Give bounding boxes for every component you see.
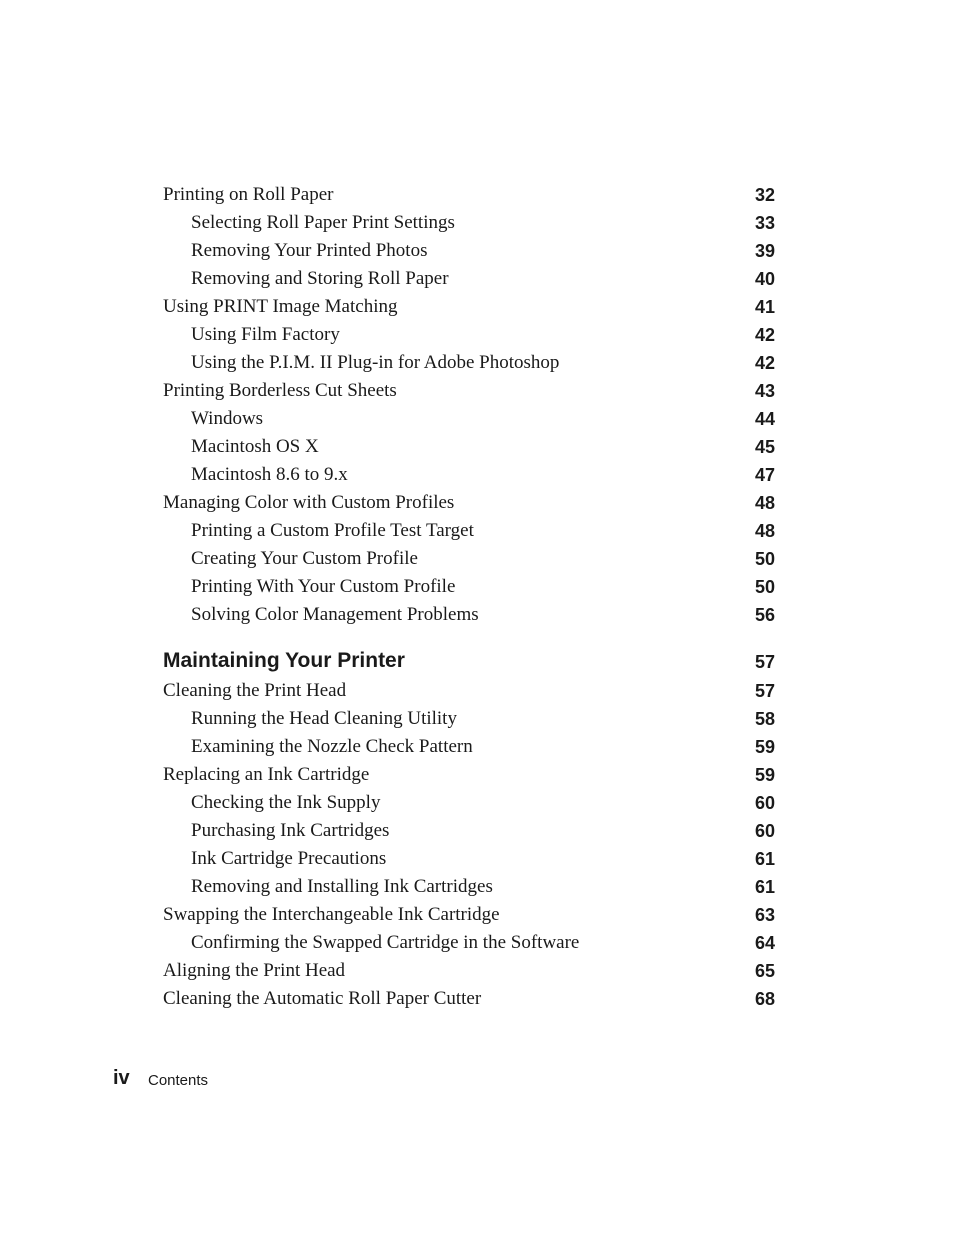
toc-entry-page: 59 bbox=[754, 737, 775, 757]
toc-subentry[interactable] bbox=[163, 707, 775, 735]
toc-entry-page: 57 bbox=[754, 681, 775, 701]
toc-entry-title: Examining the Nozzle Check Pattern bbox=[191, 736, 473, 757]
toc-entry-page: 39 bbox=[754, 241, 775, 261]
toc-subentry[interactable] bbox=[163, 547, 775, 575]
toc-entry-title: Removing and Installing Ink Cartridges bbox=[191, 876, 493, 897]
toc-entry-page: 48 bbox=[754, 521, 775, 541]
toc-entry-page: 59 bbox=[754, 765, 775, 785]
toc-chapter-heading[interactable] bbox=[163, 631, 775, 679]
toc-entry-title: Macintosh OS X bbox=[191, 436, 319, 457]
toc-subentry[interactable] bbox=[163, 351, 775, 379]
toc-entry[interactable] bbox=[163, 763, 775, 791]
toc-entry-title: Swapping the Interchangeable Ink Cartridge bbox=[163, 904, 500, 925]
toc-entry-page: 45 bbox=[754, 437, 775, 457]
toc-subentry[interactable] bbox=[163, 323, 775, 351]
toc-entry-title: Cleaning the Automatic Roll Paper Cutter bbox=[163, 988, 482, 1009]
toc-entry[interactable] bbox=[163, 295, 775, 323]
toc-entry[interactable] bbox=[163, 183, 775, 211]
table-of-contents bbox=[163, 183, 775, 1015]
toc-entry-page: 42 bbox=[754, 353, 775, 373]
toc-entry-page: 63 bbox=[754, 905, 775, 925]
toc-entry-page: 65 bbox=[754, 961, 775, 981]
toc-entry[interactable] bbox=[163, 903, 775, 931]
toc-entry-title: Using the P.I.M. II Plug-in for Adobe Photoshop bbox=[191, 352, 560, 373]
toc-entry-title: Printing on Roll Paper bbox=[163, 184, 334, 205]
page-number: iv bbox=[113, 1067, 130, 1089]
toc-entry-page: 50 bbox=[754, 549, 775, 569]
toc-subentry[interactable] bbox=[163, 463, 775, 491]
toc-entry-page: 44 bbox=[754, 409, 775, 429]
toc-subentry[interactable] bbox=[163, 267, 775, 295]
toc-entry-title: Creating Your Custom Profile bbox=[191, 548, 418, 569]
toc-entry-page: 60 bbox=[754, 793, 775, 813]
toc-entry[interactable] bbox=[163, 987, 775, 1015]
toc-entry-title: Replacing an Ink Cartridge bbox=[163, 764, 370, 785]
toc-entry-page: 33 bbox=[754, 213, 775, 233]
toc-entry-title: Printing Borderless Cut Sheets bbox=[163, 380, 397, 401]
toc-entry-page: 60 bbox=[754, 821, 775, 841]
toc-entry-page: 40 bbox=[754, 269, 775, 289]
toc-entry-page: 64 bbox=[754, 933, 775, 953]
toc-entry-title: Purchasing Ink Cartridges bbox=[191, 820, 390, 841]
toc-entry-title: Cleaning the Print Head bbox=[163, 680, 347, 701]
toc-entry-title: Macintosh 8.6 to 9.x bbox=[191, 464, 348, 485]
toc-entry-title: Aligning the Print Head bbox=[163, 960, 346, 981]
toc-entry-page: 41 bbox=[754, 297, 775, 317]
toc-entry-title: Selecting Roll Paper Print Settings bbox=[191, 212, 455, 233]
toc-entry-title: Running the Head Cleaning Utility bbox=[191, 708, 457, 729]
toc-entry-title: Removing and Storing Roll Paper bbox=[191, 268, 449, 289]
toc-subentry[interactable] bbox=[163, 875, 775, 903]
toc-subentry[interactable] bbox=[163, 435, 775, 463]
toc-entry-page: 50 bbox=[754, 577, 775, 597]
toc-entry-title: Solving Color Management Problems bbox=[191, 604, 479, 625]
toc-subentry[interactable] bbox=[163, 819, 775, 847]
toc-entry-page: 61 bbox=[754, 849, 775, 869]
toc-entry[interactable] bbox=[163, 679, 775, 707]
toc-subentry[interactable] bbox=[163, 407, 775, 435]
toc-entry-page: 42 bbox=[754, 325, 775, 345]
toc-subentry[interactable] bbox=[163, 791, 775, 819]
chapter-title: Maintaining Your Printer bbox=[163, 649, 405, 672]
toc-subentry[interactable] bbox=[163, 211, 775, 239]
toc-entry-title: Printing a Custom Profile Test Target bbox=[191, 520, 474, 541]
toc-entry-page: 47 bbox=[754, 465, 775, 485]
section-label: Contents bbox=[148, 1072, 209, 1089]
toc-entry-page: 58 bbox=[754, 709, 775, 729]
toc-entry-page: 56 bbox=[754, 605, 775, 625]
toc-subentry[interactable] bbox=[163, 575, 775, 603]
toc-subentry[interactable] bbox=[163, 847, 775, 875]
toc-entry-page: 32 bbox=[754, 185, 775, 205]
toc-subentry[interactable] bbox=[163, 603, 775, 631]
toc-entry-title: Managing Color with Custom Profiles bbox=[163, 492, 455, 513]
toc-entry-page: 43 bbox=[754, 381, 775, 401]
toc-entry[interactable] bbox=[163, 379, 775, 407]
toc-entry-title: Using Film Factory bbox=[191, 324, 340, 345]
toc-entry-title: Confirming the Swapped Cartridge in the Software bbox=[191, 932, 580, 953]
toc-entry-page: 57 bbox=[754, 652, 775, 672]
toc-subentry[interactable] bbox=[163, 239, 775, 267]
toc-subentry[interactable] bbox=[163, 519, 775, 547]
toc-entry-title: Ink Cartridge Precautions bbox=[191, 848, 387, 869]
toc-entry-title: Windows bbox=[191, 408, 264, 429]
toc-entry-title: Printing With Your Custom Profile bbox=[191, 576, 456, 597]
toc-entry[interactable] bbox=[163, 959, 775, 987]
toc-entry-page: 48 bbox=[754, 493, 775, 513]
toc-entry-title: Checking the Ink Supply bbox=[191, 792, 381, 813]
toc-subentry[interactable] bbox=[163, 735, 775, 763]
toc-entry-page: 68 bbox=[754, 989, 775, 1009]
toc-entry-title: Using PRINT Image Matching bbox=[163, 296, 398, 317]
toc-entry[interactable] bbox=[163, 491, 775, 519]
toc-subentry[interactable] bbox=[163, 931, 775, 959]
toc-entry-page: 61 bbox=[754, 877, 775, 897]
toc-entry-title: Removing Your Printed Photos bbox=[191, 240, 428, 261]
